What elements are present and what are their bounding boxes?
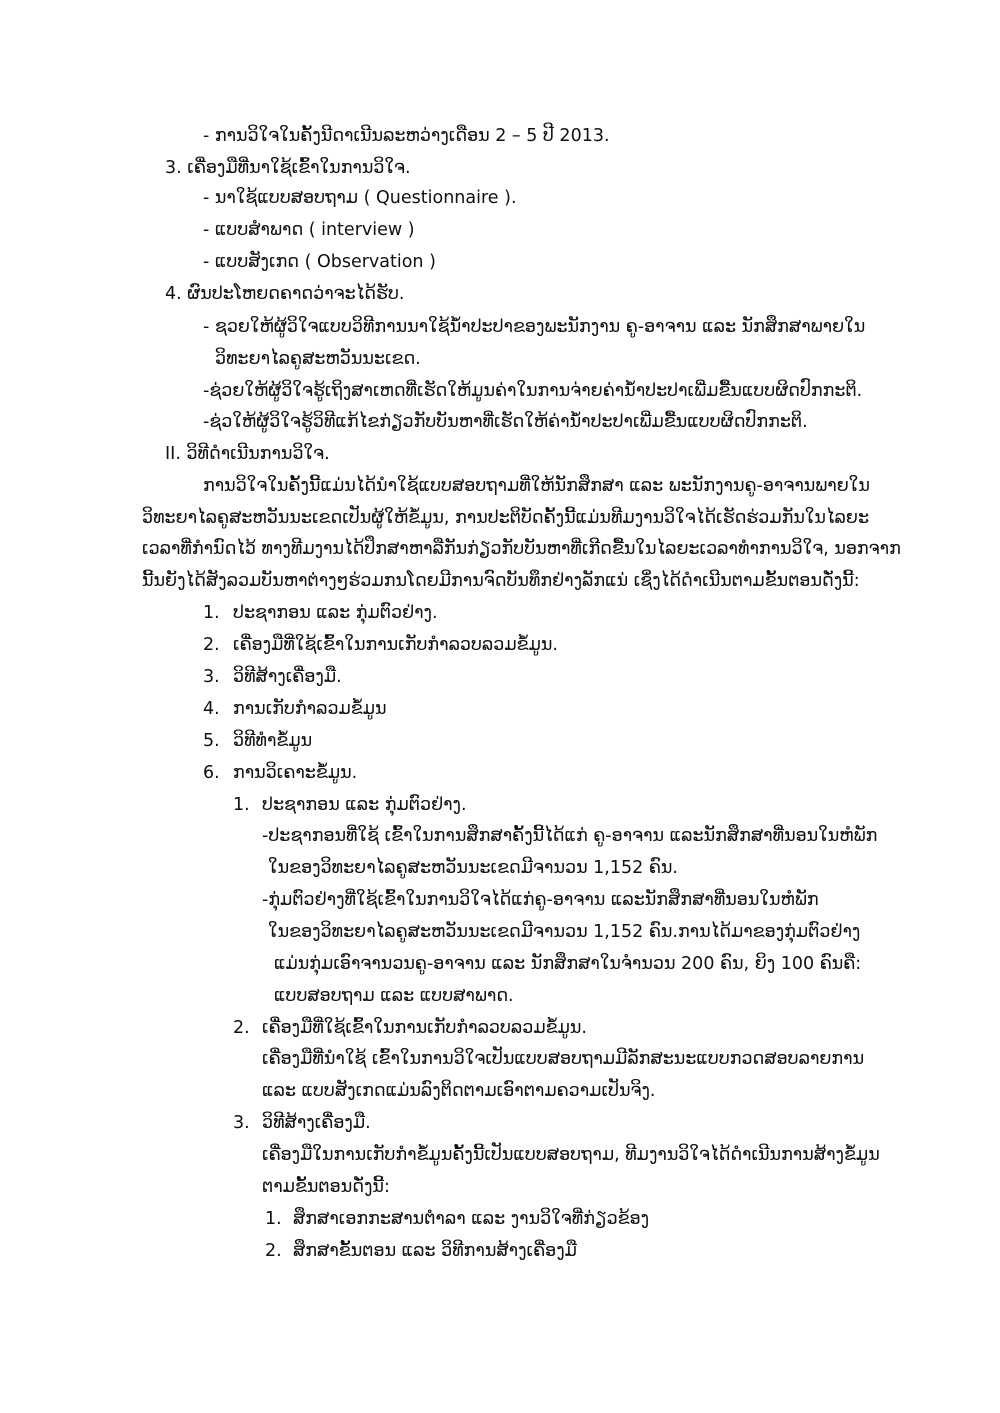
text-line: - ແບບສັງເກດ ( Observation ) [203,252,436,272]
text-line: -ກຸ່ມຕົວຢ່າງທີ່ໃຊ້ເຂົ້າໃນການວິໃຈໄດ້ແກ່ຄູ-ອາຈານ ແລະນັກສຶກສາທີ່ນອນໃນຫໍພັກ [262,890,819,910]
text-line: ແບບສອບຖາມ ແລະ ແບບສາພາດ. [274,986,514,1006]
list-number: 1. [203,603,220,623]
list-item-label: ປະຊາກອນ ແລະ ກຸ່ມຕົວຢ່າງ. [262,795,467,815]
list-item [233,1111,371,1135]
list-item [203,601,438,625]
list-item-label: ການເກັບກຳລວມຂໍ້ມູນ [233,699,387,719]
list-item [265,1239,577,1263]
list-item-label: ເຄື່ອງມືທີ່ໃຊ້ເຂົ້າໃນການເກັບກຳລວບລວມຂໍ້ມູນ. [262,1018,587,1038]
list-number: 2. [203,635,220,655]
list-item-label: ສຶກສາເອກກະສານຕຳລາ ແລະ ງານວິໃຈທີ່ກ່ຽວຂ້ອງ [293,1209,650,1229]
section-heading: 3. ເຄື່ອງມືທີ່ນາໃຊ້ເຂົ້າໃນການວິໃຈ. [165,158,411,178]
list-item [203,729,312,753]
text-line: - ການວິໃຈໃນຄັ້ງນີດາເນີນລະຫວ່າງເດືອນ 2 – 5 ປີ 2013. [203,126,610,146]
text-line: ແມ່ນກຸ່ມເອົາຈານວນຄູ-ອາຈານ ແລະ ນັກສຶກສາໃນຈຳນວນ 200 ຄົນ, ຍິງ 100 ຄົນຄື: [274,954,862,974]
text-line: - ນາໃຊ້ແບບສອບຖາມ ( Questionnaire ). [203,188,517,208]
list-item [203,761,357,785]
list-number: 4. [203,699,220,719]
text-line: ຕາມຂັ້ນຕອນດັ່ງນີ້: [262,1177,390,1197]
list-item [203,697,387,721]
text-line: ວິທະຍາໄລຄູສະຫວັນນະເຂດ. [215,349,421,369]
text-line: ເຄື່ອງມືທີ່ນຳໃຊ້ ເຂົ້າໃນການວິໃຈເປັນແບບສອບຖາມມີລັກສະນະແບບກວດສອບລາຍການ [262,1049,865,1069]
list-item-label: ສຶກສາຂັ້ນຕອນ ແລະ ວິທີການສ້າງເຄື່ອງມື [293,1241,577,1261]
paragraph-line: ການວິໃຈໃນຄັ້ງນີ້ແມ່ນໄດ້ນຳໃຊ້ແບບສອບຖາມທີ່ໃຫ້ນັກສຶກສາ ແລະ ພະນັກງານຄູ-ອາຈານພາຍໃນ [203,476,870,496]
list-item [203,665,342,689]
text-line: ແລະ ແບບສັງເກດແມ່ນລົງຕິດຕາມເອົາຕາມຄວາມເປັນຈິງ. [262,1081,656,1101]
text-line: -ຊ່ວໃຫ້ຜູ້ວິໃຈຮູ້ວິທີແກ້ໄຂກ່ຽວກັບບັນຫາທີ່ເຮັດໃຫ້ຄ່ານ້ຳປະປາເພີ່ມຂື້ນແບບຜິດປົກກະຕິ. [203,412,808,432]
list-item [203,633,558,657]
text-line: - ແບບສຳພາດ ( interview ) [203,220,415,240]
list-item [233,1016,587,1040]
text-line: ໃນຂອງວິທະຍາໄລຄູສະຫວັນນະເຂດມີຈານວນ 1,152 ຄົນ.ການໄດ້ມາຂອງກຸ່ມຕົວຢ່າງ [268,922,861,942]
text-line: ໃນຂອງວິທະຍາໄລຄູສະຫວັນນະເຂດມີຈານວນ 1,152 ຄົນ. [268,858,678,878]
list-item-label: ປະຊາກອນ ແລະ ກຸ່ມຕົວຢ່າງ. [233,603,438,623]
section-heading: 4. ຜົນປະໂຫຍດຄາດວ່າຈະໄດ້ຮັບ. [165,284,405,304]
list-item-label: ວິທີສ້າງເຄື່ອງມື. [233,667,342,687]
list-number: 3. [203,667,220,687]
list-item-label: ວິທີສ້າງເຄື່ອງມື. [262,1113,371,1133]
text-line: -ຊ່ວຍໃຫ້ຜູ້ວິໃຈຮູ້ເຖິງສາເຫດທີ່ເຮັດໃຫ້ມູນຄ່າໃນການຈ່າຍຄ່ານ້ຳປະປາເພີ່ມຂື້ນແບບຜິດປົກກະຕິ. [203,381,863,401]
list-number: 2. [233,1018,250,1038]
text-line: ເຄື່ອງມືໃນການເກັບກຳຂໍ້ມູນຄັ້ງນີ້ເປັນແບບສອບຖາມ, ທີມງານວິໃຈໄດ້ດຳເນີນການສ້າງຂໍ້ມູນ [262,1145,880,1165]
section-heading: II. ວິທີດຳເນີນການວິໃຈ. [165,444,330,464]
list-number: 2. [265,1241,282,1261]
list-number: 5. [203,731,220,751]
paragraph-line: ເວລາທີ່ກຳນົດໄວ້ ທາງທີມງານໄດ້ປຶກສາຫາລືກັນກ່ຽວກັບບັນຫາທີ່ເກີດຂື້ນໃນໄລຍະເວລາທຳການວິໃຈ, ນອກຈາກ [142,539,901,559]
list-item-label: ການວິເຄາະຂໍ້ມູນ. [233,763,358,783]
text-line: -ປະຊາກອນທີ່ໃຊ້ ເຂົ້າໃນການສຶກສາຄັ້ງນີ້ໄດ້ແກ່ ຄູ-ອາຈານ ແລະນັກສຶກສາທີ່ນອນໃນຫໍພັກ [262,826,878,846]
paragraph-line: ວິທະຍາໄລຄູສະຫວັນນະເຂດເປັນຜູ້ໃຫ້ຂໍ້ມູນ, ການປະຕິບັດຄັ້ງນີ້ແມ່ນທີມງານວິໃຈໄດ້ເຮັດຮ່ວມກັນໃນໄລຍະ [142,508,870,528]
list-item-label: ວິທີທຳຂໍ້ມູນ [233,731,313,751]
list-number: 3. [233,1113,250,1133]
paragraph-line: ນີ້ນຍັງໄດ້ສັງລວມບັນຫາຕ່າງໆຮ່ວມກນໂດຍມີການຈົດບັນທຶກຢ່າງລັກແນ່ ເຊິ່ງໄດ້ດຳເນີນຕາມຂັ້ນຕອນດັ່ງນີ້: [142,571,860,591]
list-item-label: ເຄື່ອງມືທີ່ໃຊ້ເຂົ້າໃນການເກັບກຳລວບລວມຂໍ້ມູນ. [233,635,558,655]
list-number: 1. [265,1209,282,1229]
list-number: 6. [203,763,220,783]
text-line: - ຊວຍໃຫ້ຜູ້ວິໃຈແບບວິທີການນາໃຊ້ນ້ຳປະປາຂອງພະນັກງານ ຄູ-ອາຈານ ແລະ ນັກສຶກສາພາຍໃນ [203,317,866,337]
list-number: 1. [233,795,250,815]
list-item [265,1207,649,1231]
list-item [233,793,467,817]
